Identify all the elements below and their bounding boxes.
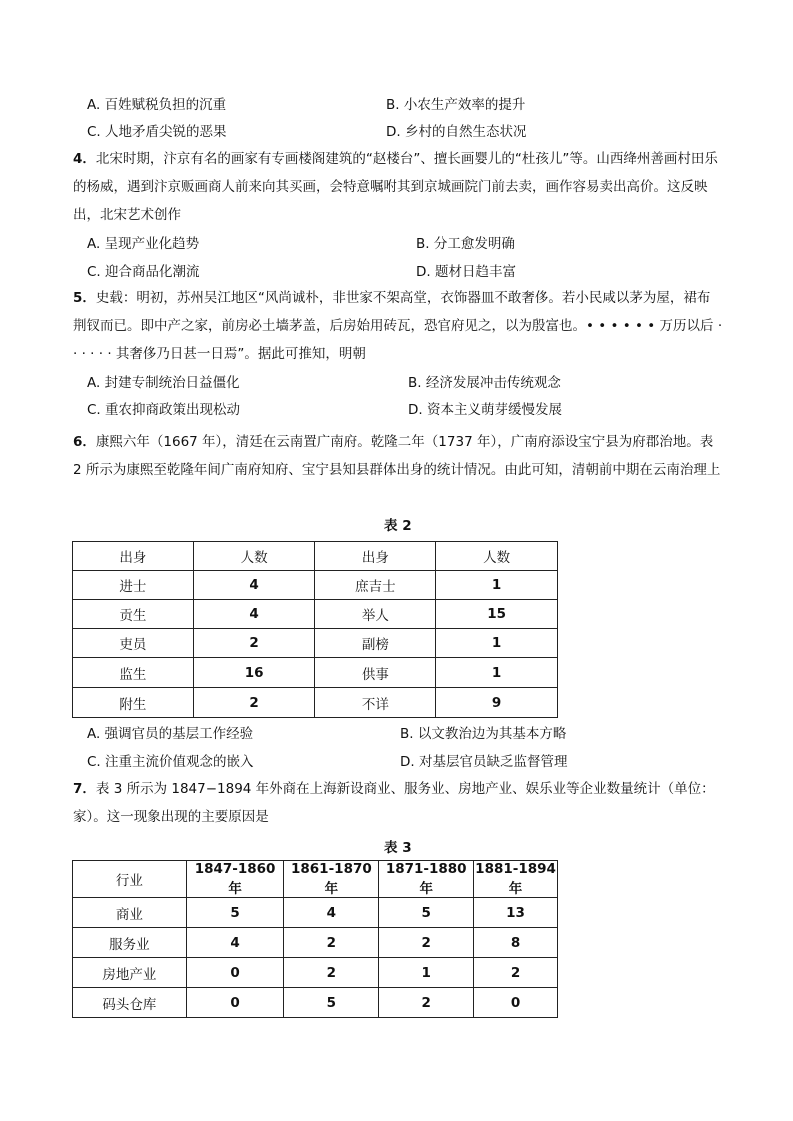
table-row bbox=[73, 600, 558, 629]
q7-number: 7． bbox=[73, 781, 96, 797]
q3-option-d[interactable]: D. 乡村的自然生态状况 bbox=[386, 124, 527, 140]
q4-stem bbox=[73, 145, 723, 229]
table-cell: 商业 bbox=[73, 898, 187, 928]
table-cell: 1 bbox=[379, 958, 474, 988]
q5-option-b[interactable]: B. 经济发展冲击传统观念 bbox=[408, 375, 561, 391]
table-cell: 服务业 bbox=[73, 928, 187, 958]
table-cell: 9 bbox=[436, 688, 558, 718]
q7-stem bbox=[73, 775, 723, 831]
table-cell: 2 bbox=[284, 958, 379, 988]
table-cell: 不详 bbox=[315, 688, 436, 718]
table-cell: 2 bbox=[474, 958, 558, 988]
table-cell: 0 bbox=[186, 958, 284, 988]
table-cell: 4 bbox=[193, 571, 315, 600]
table-cell: 附生 bbox=[73, 688, 194, 718]
q4-option-b[interactable]: B. 分工愈发明确 bbox=[416, 236, 515, 252]
q5-option-c[interactable]: C. 重农抑商政策出现松动 bbox=[87, 402, 241, 418]
q6-option-a[interactable]: A. 强调官员的基层工作经验 bbox=[87, 726, 254, 742]
table2-header: 人数 bbox=[193, 542, 315, 571]
q4-option-a[interactable]: A. 呈现产业化趋势 bbox=[87, 236, 200, 252]
table3-header: 1847-1860 年 bbox=[186, 861, 284, 898]
table-cell: 码头仓库 bbox=[73, 988, 187, 1018]
q7-text: 表 3 所示为 1847−1894 年外商在上海新设商业、服务业、房地产业、娱乐业等企业数量统计（单位：家）。这一现象出现的主要原因是 bbox=[73, 781, 715, 825]
table2-header: 出身 bbox=[73, 542, 194, 571]
table-cell: 13 bbox=[474, 898, 558, 928]
table-cell: 2 bbox=[284, 928, 379, 958]
q4-option-c[interactable]: C. 迎合商品化潮流 bbox=[87, 264, 200, 280]
q4-text: 北宋时期，汴京有名的画家有专画楼阁建筑的“赵楼台”、擅长画婴儿的“杜孩儿”等。山西绛州善画村田乐的杨威，遇到汴京贩画商人前来向其买画，会特意嘱咐其到京城画院门前去卖，画作容易卖出高价。这反映出，北宋艺术创作 bbox=[73, 151, 718, 223]
table-cell: 5 bbox=[379, 898, 474, 928]
table-row bbox=[73, 898, 558, 928]
q3-option-b[interactable]: B. 小农生产效率的提升 bbox=[386, 97, 526, 113]
table-cell: 16 bbox=[193, 658, 315, 688]
table3-header: 1881-1894 年 bbox=[475, 861, 556, 897]
table-cell: 0 bbox=[474, 988, 558, 1018]
q4-option-d[interactable]: D. 题材日趋丰富 bbox=[416, 264, 516, 280]
table-cell: 2 bbox=[193, 688, 315, 718]
table-row bbox=[73, 629, 558, 658]
q6-text: 康熙六年（1667 年），清廷在云南置广南府。乾隆二年（1737 年），广南府添设宝宁县为府郡治地。表 2 所示为康熙至乾隆年间广南府知府、宝宁县知县群体出身的统计情况。由此可知，清朝前中期在云南治理上 bbox=[73, 434, 721, 478]
table-row bbox=[73, 988, 558, 1018]
table2-caption: 表 2 bbox=[384, 518, 412, 534]
q3-option-a[interactable]: A. 百姓赋税负担的沉重 bbox=[87, 97, 227, 113]
table-cell: 1 bbox=[436, 629, 558, 658]
table-cell: 进士 bbox=[73, 571, 194, 600]
table3-caption: 表 3 bbox=[384, 840, 412, 856]
q6-option-b[interactable]: B. 以文教治边为其基本方略 bbox=[400, 726, 567, 742]
table-cell: 供事 bbox=[315, 658, 436, 688]
table-row bbox=[73, 571, 558, 600]
table-cell: 1 bbox=[436, 571, 558, 600]
table3-header: 1871-1880 年 bbox=[379, 861, 474, 898]
table-cell: 4 bbox=[186, 928, 284, 958]
q6-option-d[interactable]: D. 对基层官员缺乏监督管理 bbox=[400, 754, 568, 770]
table-cell: 监生 bbox=[73, 658, 194, 688]
q6-stem bbox=[73, 428, 723, 484]
table-row bbox=[73, 658, 558, 688]
table-cell: 吏员 bbox=[73, 629, 194, 658]
table-2 bbox=[72, 541, 558, 718]
table-row bbox=[73, 928, 558, 958]
table-3 bbox=[72, 860, 558, 1018]
q5-stem bbox=[73, 284, 723, 368]
table-cell: 1 bbox=[436, 658, 558, 688]
table-cell: 2 bbox=[379, 928, 474, 958]
table-cell: 2 bbox=[193, 629, 315, 658]
table-cell: 贡生 bbox=[73, 600, 194, 629]
table-cell: 庶吉士 bbox=[315, 571, 436, 600]
q3-option-c[interactable]: C. 人地矛盾尖锐的恶果 bbox=[87, 124, 227, 140]
table-cell: 房地产业 bbox=[73, 958, 187, 988]
table-cell: 2 bbox=[379, 988, 474, 1018]
table-cell: 举人 bbox=[315, 600, 436, 629]
table-cell: 5 bbox=[186, 898, 284, 928]
table3-header-row bbox=[73, 861, 558, 898]
table2-header-row bbox=[73, 542, 558, 571]
table-cell: 5 bbox=[284, 988, 379, 1018]
table-cell: 0 bbox=[186, 988, 284, 1018]
table-row bbox=[73, 958, 558, 988]
q6-option-c[interactable]: C. 注重主流价值观念的嵌入 bbox=[87, 754, 254, 770]
table-cell: 15 bbox=[436, 600, 558, 629]
q5-number: 5． bbox=[73, 290, 96, 306]
table-cell: 4 bbox=[284, 898, 379, 928]
table-cell: 4 bbox=[193, 600, 315, 629]
q4-number: 4． bbox=[73, 151, 96, 167]
table2-header: 出身 bbox=[315, 542, 436, 571]
q6-number: 6． bbox=[73, 434, 96, 450]
table-row bbox=[73, 688, 558, 718]
q5-option-a[interactable]: A. 封建专制统治日益僵化 bbox=[87, 375, 240, 391]
table-cell: 8 bbox=[474, 928, 558, 958]
table3-header: 1861-1870 年 bbox=[284, 861, 379, 898]
table2-header: 人数 bbox=[436, 542, 558, 571]
table3-header: 行业 bbox=[73, 861, 187, 898]
q5-text: 史载：明初，苏州吴江地区“风尚诚朴，非世家不架高堂，衣饰器皿不敢奢侈。若小民咸以茅为屋，裙布荆钗而已。即中产之家，前房必土墙茅盖，后房始用砖瓦，恐官府见之，以为殷富也。• • • • • • 万历以后 · · · · · · 其奢侈乃日甚一日焉”。据此可推知，明朝 bbox=[73, 290, 723, 362]
table-cell: 副榜 bbox=[315, 629, 436, 658]
q5-option-d[interactable]: D. 资本主义萌芽缓慢发展 bbox=[408, 402, 562, 418]
